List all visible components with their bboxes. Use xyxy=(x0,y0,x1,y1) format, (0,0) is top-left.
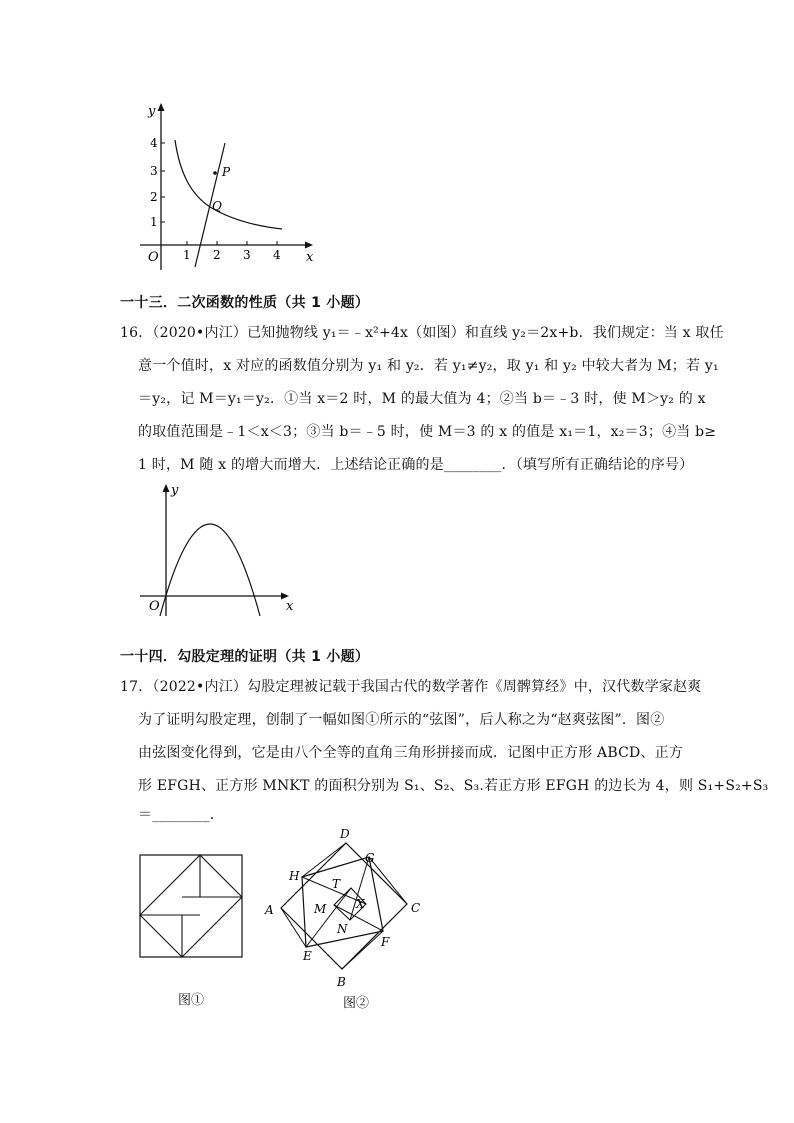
x-tick-label: 3 xyxy=(243,248,251,262)
y-axis-label: y xyxy=(148,104,156,119)
label-a: A xyxy=(265,903,274,917)
y-axis-arrow xyxy=(158,103,165,111)
inner-tilted-square xyxy=(140,855,242,957)
label-d: D xyxy=(340,827,350,841)
problem-17-line: ＝________. xyxy=(138,807,215,823)
x-tick-label: 1 xyxy=(183,248,191,262)
y-axis-label: y xyxy=(171,483,179,498)
figure-2-caption: 图② xyxy=(343,996,370,1011)
point-p xyxy=(213,171,217,175)
problem-17-line: 形 EFGH、正方形 MNKT 的面积分别为 S₁、S₂、S₃.若正方形 EFGH 的边长为 4，则 S₁+S₂+S₃ xyxy=(138,778,769,794)
x-tick-label: 2 xyxy=(213,248,221,262)
square-abcd xyxy=(281,843,407,969)
label-c: C xyxy=(411,901,421,915)
section-14-heading: 一十四．勾股定理的证明（共 1 小题） xyxy=(120,649,370,665)
parabola-curve xyxy=(160,524,260,616)
problem-16-line: 16．（2020•内江）已知抛物线 y₁＝﹣x²+4x（如图）和直线 y₂＝2x+b．我们规定：当 x 取任 xyxy=(120,325,724,341)
problem-16-line: 意一个值时，x 对应的函数值分别为 y₁ 和 y₂．若 y₁≠y₂，取 y₁ 和 y₂ 中较大者为 M；若 y₁ xyxy=(138,358,719,374)
origin-label: O xyxy=(148,250,159,265)
hyperbola-curve xyxy=(175,140,282,229)
label-f: F xyxy=(381,935,390,949)
point-p-label: P xyxy=(222,165,231,179)
triangle-edge xyxy=(306,888,351,947)
triangle-edge xyxy=(342,931,383,969)
y-tick-label: 2 xyxy=(150,190,158,204)
figure-2-diagram xyxy=(260,822,430,990)
label-h: H xyxy=(289,869,300,883)
label-b: B xyxy=(337,975,346,989)
problem-16-line: 1 时，M 随 x 的增大而增大．上述结论正确的是________．（填写所有正确结论的序号） xyxy=(138,457,694,473)
point-q-label: Q xyxy=(212,199,222,213)
x-tick-label: 4 xyxy=(273,248,281,262)
graph-parabola xyxy=(140,478,300,618)
label-e: E xyxy=(303,949,312,963)
origin-label: O xyxy=(149,599,160,614)
x-axis-label: x xyxy=(306,250,314,265)
problem-17-line: 由弦图变化得到，它是由八个全等的直角三角形拼接而成．记图中正方形 ABCD、正方 xyxy=(138,745,684,761)
label-m: M xyxy=(314,902,327,916)
triangle-edge xyxy=(369,857,407,904)
problem-17-line: 17．（2022•内江）勾股定理被记载于我国古代的数学著作《周髀算经》中，汉代数学家赵爽 xyxy=(120,679,702,695)
section-13-heading: 一十三．二次函数的性质（共 1 小题） xyxy=(120,295,370,311)
label-x: X xyxy=(356,897,365,911)
triangle-edge xyxy=(302,843,346,877)
figure-1-string-diagram xyxy=(138,853,244,959)
problem-16-line: 的取值范围是﹣1＜x＜3；③当 b＝﹣5 时，使 M＝3 的 x 的值是 x₁＝1，x₂＝3；④当 b≥ xyxy=(138,424,717,440)
y-tick-label: 4 xyxy=(150,136,158,150)
problem-16-line: ＝y₂，记 M＝y₁＝y₂．①当 x＝2 时，M 的最大值为 4；②当 b＝﹣3 时，使 M＞y₂ 的 x xyxy=(138,391,706,407)
label-g: G xyxy=(365,851,375,865)
outer-square xyxy=(140,855,242,957)
y-axis-arrow xyxy=(163,484,170,492)
y-tick-label: 1 xyxy=(150,215,158,229)
triangle-edge xyxy=(281,908,306,947)
figure-1-caption: 图① xyxy=(178,993,205,1008)
x-axis-label: x xyxy=(286,599,294,614)
y-tick-label: 3 xyxy=(150,164,158,178)
graph-hyperbola-line xyxy=(130,95,330,270)
x-axis-arrow xyxy=(305,242,313,249)
label-n: N xyxy=(337,922,348,936)
problem-17-line: 为了证明勾股定理，创制了一幅如图①所示的“弦图”，后人称之为“赵爽弦图”．图② xyxy=(138,712,665,728)
label-t: T xyxy=(332,877,341,891)
